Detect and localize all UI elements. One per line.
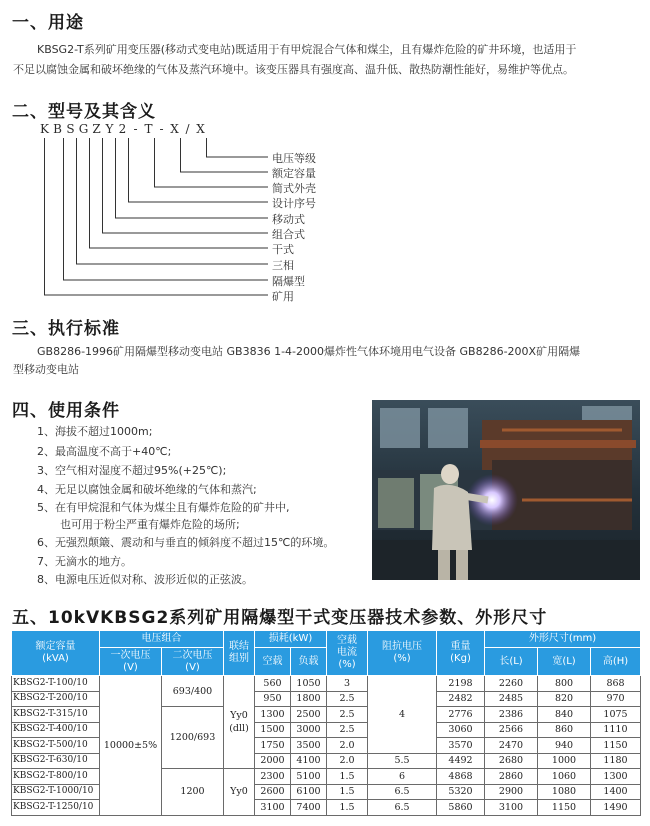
cell-current: 1.5 (327, 769, 368, 785)
code-char: - (133, 122, 138, 136)
condition-item: 7、无滴水的地方。 (37, 555, 132, 568)
cell-model: KBSG2-T-315/10 (12, 707, 100, 723)
header-noload-current-3: (%) (338, 659, 356, 670)
section-3-line-1: GB8286-1996矿用隔爆型移动变电站 GB3836 1-4-2000爆炸性气体环境用电气设备 GB8286-200X矿用隔爆 (37, 345, 581, 358)
cell-impedance: 6.5 (368, 800, 437, 816)
cell-connection-b: Yy0 (224, 769, 255, 816)
cell-length: 2485 (485, 691, 538, 707)
header-no-load: 空载 (255, 648, 291, 676)
cell-height: 1300 (591, 769, 641, 785)
cell-height: 1110 (591, 722, 641, 738)
cell-height: 868 (591, 676, 641, 692)
cell-current: 2.5 (327, 707, 368, 723)
header-capacity-unit: (kVA) (42, 653, 69, 664)
code-char: S (66, 122, 75, 136)
cell-height: 1150 (591, 738, 641, 754)
cell-weight: 4868 (437, 769, 485, 785)
cell-model: KBSG2-T-100/10 (12, 676, 100, 692)
cell-length: 2860 (485, 769, 538, 785)
cell-current: 2.0 (327, 753, 368, 769)
cell-connection-a (224, 676, 255, 769)
cell-model: KBSG2-T-800/10 (12, 769, 100, 785)
meaning-three-phase: 三相 (272, 259, 294, 272)
specs-table (11, 630, 641, 816)
meaning-flameproof: 隔爆型 (272, 275, 305, 288)
cell-load: 1050 (291, 676, 327, 692)
header-connection-label-2: 组别 (229, 653, 249, 664)
code-char: G (78, 122, 89, 136)
cell-secondary-voltage: 1200 (162, 769, 224, 816)
header-impedance-unit: (%) (393, 653, 411, 664)
cell-no-load: 1750 (255, 738, 291, 754)
cell-current: 3 (327, 676, 368, 692)
header-connection (224, 631, 255, 676)
cell-load: 5100 (291, 769, 327, 785)
meaning-rated-capacity: 额定容量 (272, 167, 316, 180)
cell-no-load: 560 (255, 676, 291, 692)
condition-item-continued: 也可用于粉尘严重有爆炸危险的场所; (60, 518, 240, 531)
cell-weight: 5320 (437, 784, 485, 800)
header-primary-voltage (100, 648, 162, 676)
cell-load: 2500 (291, 707, 327, 723)
cell-model: KBSG2-T-1250/10 (12, 800, 100, 816)
header-secondary-label: 二次电压 (172, 649, 213, 661)
header-dimensions: 外形尺寸(mm) (485, 631, 641, 648)
cell-load: 1800 (291, 691, 327, 707)
cell-current: 2.5 (327, 691, 368, 707)
cell-no-load: 1300 (255, 707, 291, 723)
meaning-simple-enclosure: 简式外壳 (272, 182, 316, 195)
cell-connection-a-2: (dll) (229, 723, 249, 734)
cell-weight: 2198 (437, 676, 485, 692)
cell-model: KBSG2-T-400/10 (12, 722, 100, 738)
header-noload-current-2: 电流 (337, 647, 358, 658)
cell-load: 4100 (291, 753, 327, 769)
cell-impedance: 5.5 (368, 753, 437, 769)
cell-no-load: 2000 (255, 753, 291, 769)
cell-weight: 2482 (437, 691, 485, 707)
cell-no-load: 2600 (255, 784, 291, 800)
section-1-line-2: 不足以腐蚀金属和破坏绝缘的气体及蒸汽环境中。该变压器具有强度高、温升低、散热防潮性能好，易维护等优点。 (13, 63, 574, 76)
header-impedance-label: 阻抗电压 (382, 641, 423, 652)
section-3-title: 三、执行标准 (12, 319, 120, 339)
header-connection-label: 联结 (229, 641, 249, 652)
cell-weight: 2776 (437, 707, 485, 723)
code-char: - (159, 122, 164, 136)
section-5-title: 五、10kVKBSG2系列矿用隔爆型干式变压器技术参数、外形尺寸 (12, 608, 548, 628)
cell-width: 940 (538, 738, 591, 754)
section-1-title: 一、用途 (12, 13, 84, 33)
cell-model: KBSG2-T-200/10 (12, 691, 100, 707)
code-char: 2 (118, 122, 127, 136)
cell-length: 2470 (485, 738, 538, 754)
header-primary-label: 一次电压 (110, 649, 151, 661)
cell-length: 3100 (485, 800, 538, 816)
cell-weight: 4492 (437, 753, 485, 769)
cell-model: KBSG2-T-500/10 (12, 738, 100, 754)
header-capacity-label: 额定容量 (35, 641, 76, 652)
cell-length: 2566 (485, 722, 538, 738)
cell-length: 2900 (485, 784, 538, 800)
cell-current: 2.5 (327, 722, 368, 738)
cell-height: 970 (591, 691, 641, 707)
factory-welding-photo (372, 400, 640, 580)
cell-weight: 5860 (437, 800, 485, 816)
condition-item: 5、在有甲烷混和气体为煤尘且有爆炸危险的矿井中, (37, 501, 290, 514)
cell-model: KBSG2-T-1000/10 (12, 784, 100, 800)
section-2-title: 二、型号及其含义 (12, 102, 156, 122)
code-char: T (144, 122, 153, 136)
cell-current: 1.5 (327, 784, 368, 800)
cell-model: KBSG2-T-630/10 (12, 753, 100, 769)
cell-current: 1.5 (327, 800, 368, 816)
cell-connection-a-1: Yy0 (230, 710, 248, 721)
cell-no-load: 3100 (255, 800, 291, 816)
table-row (12, 676, 641, 692)
meaning-mobile: 移动式 (272, 213, 305, 226)
cell-width: 1080 (538, 784, 591, 800)
cell-length: 2386 (485, 707, 538, 723)
header-capacity (12, 631, 100, 676)
section-3-line-2: 型移动变电站 (13, 363, 79, 376)
cell-secondary-voltage: 693/400 (162, 676, 224, 707)
header-load: 负载 (291, 648, 327, 676)
cell-width: 800 (538, 676, 591, 692)
cell-width: 1000 (538, 753, 591, 769)
meaning-voltage-level: 电压等级 (272, 152, 316, 165)
cell-load: 6100 (291, 784, 327, 800)
header-primary-unit: (V) (123, 661, 138, 673)
condition-item: 1、海拔不超过1000m; (37, 425, 153, 438)
cell-no-load: 2300 (255, 769, 291, 785)
header-noload-current (327, 631, 368, 676)
condition-item: 4、无足以腐蚀金属和破坏绝缘的气体和蒸汽; (37, 483, 257, 496)
condition-item: 8、电源电压近似对称、波形近似的正弦波。 (37, 573, 253, 586)
section-4-title: 四、使用条件 (12, 401, 120, 421)
cell-width: 840 (538, 707, 591, 723)
code-char: B (53, 122, 62, 136)
model-code (38, 122, 207, 136)
header-height: 高(H) (591, 648, 641, 676)
header-impedance (368, 631, 437, 676)
cell-current: 2.0 (327, 738, 368, 754)
cell-impedance: 6 (368, 769, 437, 785)
meaning-combined: 组合式 (272, 228, 305, 241)
meaning-mining: 矿用 (272, 290, 294, 303)
header-loss: 损耗(kW) (255, 631, 327, 648)
cell-load: 7400 (291, 800, 327, 816)
code-char: / (185, 122, 190, 136)
cell-width: 860 (538, 722, 591, 738)
cell-secondary-voltage: 1200/693 (162, 707, 224, 769)
header-secondary-unit: (V) (185, 661, 200, 673)
cell-length: 2680 (485, 753, 538, 769)
cell-load: 3000 (291, 722, 327, 738)
cell-height: 1075 (591, 707, 641, 723)
cell-height: 1490 (591, 800, 641, 816)
header-length: 长(L) (485, 648, 538, 676)
section-1-line-1: KBSG2-T系列矿用变压器(移动式变电站)既适用于有甲烷混合气体和煤尘，且有爆炸危险的矿井环境，也适用于 (37, 43, 577, 56)
header-voltage-group: 电压组合 (100, 631, 224, 648)
header-weight-label: 重量 (450, 641, 471, 652)
condition-item: 6、无强烈颠簸、震动和与垂直的倾斜度不超过15℃的环境。 (37, 536, 335, 549)
cell-height: 1180 (591, 753, 641, 769)
cell-no-load: 950 (255, 691, 291, 707)
header-width: 宽(L) (538, 648, 591, 676)
code-char: X (196, 122, 205, 136)
cell-primary-voltage: 10000±5% (100, 676, 162, 816)
cell-width: 820 (538, 691, 591, 707)
header-noload-current-1: 空载 (337, 635, 358, 646)
cell-no-load: 1500 (255, 722, 291, 738)
cell-impedance: 4 (368, 676, 437, 754)
code-char: K (40, 122, 49, 136)
cell-impedance: 6.5 (368, 784, 437, 800)
cell-length: 2260 (485, 676, 538, 692)
cell-width: 1060 (538, 769, 591, 785)
header-weight-unit: (Kg) (450, 653, 471, 664)
cell-width: 1150 (538, 800, 591, 816)
condition-item: 2、最高温度不高于+40℃; (37, 445, 172, 458)
header-weight (437, 631, 485, 676)
cell-weight: 3570 (437, 738, 485, 754)
meaning-dry-type: 干式 (272, 243, 294, 256)
code-char: Y (105, 122, 114, 136)
cell-height: 1400 (591, 784, 641, 800)
condition-item: 3、空气相对湿度不超过95%(+25℃); (37, 464, 227, 477)
code-char: X (170, 122, 179, 136)
cell-weight: 3060 (437, 722, 485, 738)
code-char: Z (92, 122, 101, 136)
cell-load: 3500 (291, 738, 327, 754)
header-secondary-voltage (162, 648, 224, 676)
meaning-design-serial: 设计序号 (272, 197, 316, 210)
